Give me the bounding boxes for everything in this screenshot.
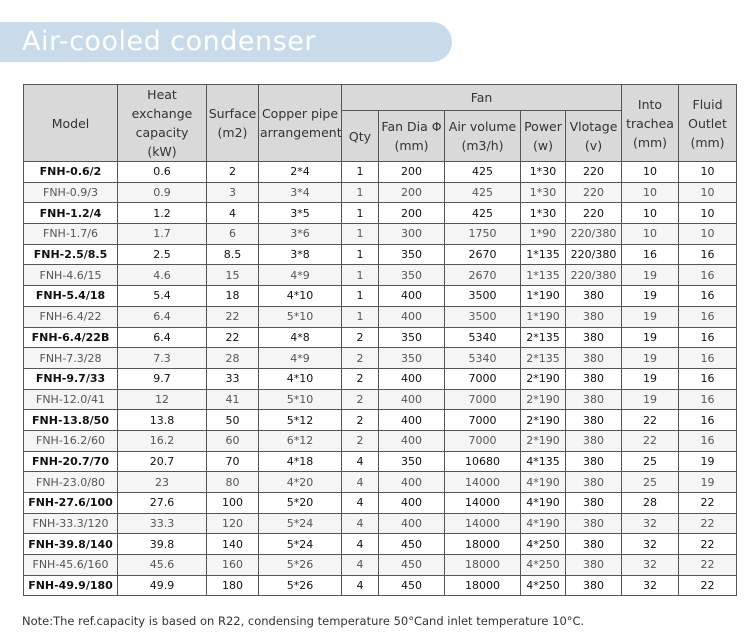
header-model: Model (24, 85, 118, 162)
table-cell: 5*26 (259, 575, 342, 596)
table-row (24, 244, 737, 265)
table-cell: 380 (566, 472, 622, 493)
table-cell: 19 (622, 286, 679, 307)
table-cell: 18 (207, 286, 259, 307)
table-cell: FNH-27.6/100 (24, 493, 118, 514)
table-cell: FNH-20.7/70 (24, 451, 118, 472)
table-cell: FNH-45.6/160 (24, 555, 118, 576)
table-cell: 13.8 (118, 410, 207, 431)
table-cell: 19 (622, 265, 679, 286)
table-cell: 380 (566, 368, 622, 389)
table-cell: 380 (566, 575, 622, 596)
table-cell: 28 (207, 348, 259, 369)
table-cell: 380 (566, 534, 622, 555)
table-cell: 3500 (445, 306, 521, 327)
table-cell: 60 (207, 430, 259, 451)
table-cell: 14000 (445, 513, 521, 534)
table-row (24, 534, 737, 555)
table-cell: 350 (379, 244, 445, 265)
table-cell: 220/380 (566, 244, 622, 265)
table-cell: 400 (379, 430, 445, 451)
table-cell: FNH-16.2/60 (24, 430, 118, 451)
table-cell: 2 (342, 410, 379, 431)
header-surface: Surface (m2) (207, 85, 259, 162)
table-cell: 14000 (445, 472, 521, 493)
table-cell: 400 (379, 286, 445, 307)
table-cell: 4*190 (521, 513, 566, 534)
table-cell: 1*135 (521, 265, 566, 286)
table-cell: 5*12 (259, 410, 342, 431)
table-cell: 4*250 (521, 534, 566, 555)
table-row (24, 389, 737, 410)
table-row (24, 430, 737, 451)
header-fan-dia: Fan Dia Φ (mm) (379, 111, 445, 162)
table-cell: 22 (207, 306, 259, 327)
header-copper-pipe: Copper pipe arrangement (259, 85, 342, 162)
table-cell: 4 (342, 493, 379, 514)
table-cell: 400 (379, 513, 445, 534)
table-cell: 16 (679, 265, 737, 286)
table-cell: 2 (207, 162, 259, 183)
table-cell: 450 (379, 555, 445, 576)
table-cell: 400 (379, 389, 445, 410)
table-cell: 10 (679, 224, 737, 245)
table-cell: 1.7 (118, 224, 207, 245)
table-cell: 1 (342, 162, 379, 183)
table-cell: 380 (566, 513, 622, 534)
table-cell: 4*8 (259, 327, 342, 348)
table-cell: 4*9 (259, 265, 342, 286)
table-row (24, 306, 737, 327)
table-cell: 22 (679, 555, 737, 576)
table-cell: 7000 (445, 389, 521, 410)
header-voltage: Vlotage (v) (566, 111, 622, 162)
table-cell: 3*5 (259, 203, 342, 224)
table-cell: 5*20 (259, 493, 342, 514)
table-cell: 4*20 (259, 472, 342, 493)
table-row (24, 348, 737, 369)
table-cell: 1*135 (521, 244, 566, 265)
table-cell: FNH-0.9/3 (24, 182, 118, 203)
table-cell: 380 (566, 306, 622, 327)
table-cell: 380 (566, 410, 622, 431)
table-cell: 6.4 (118, 306, 207, 327)
table-cell: 220 (566, 203, 622, 224)
table-cell: 2 (342, 368, 379, 389)
table-cell: 4*10 (259, 368, 342, 389)
table-cell: 6 (207, 224, 259, 245)
page-title: Air-cooled condenser (22, 26, 316, 57)
table-cell: 350 (379, 348, 445, 369)
table-cell: 4.6 (118, 265, 207, 286)
table-cell: 16 (679, 306, 737, 327)
table-cell: 350 (379, 265, 445, 286)
table-cell: 2670 (445, 244, 521, 265)
table-cell: 28 (622, 493, 679, 514)
header-air-volume: Air volume (m3/h) (445, 111, 521, 162)
table-row (24, 513, 737, 534)
table-cell: 3*6 (259, 224, 342, 245)
table-cell: 1*190 (521, 306, 566, 327)
table-cell: 7000 (445, 368, 521, 389)
table-row (24, 265, 737, 286)
table-cell: 16 (679, 327, 737, 348)
table-row (24, 203, 737, 224)
table-cell: 7000 (445, 430, 521, 451)
table-cell: FNH-13.8/50 (24, 410, 118, 431)
table-cell: 4 (342, 534, 379, 555)
table-cell: 4*190 (521, 472, 566, 493)
table-cell: 32 (622, 534, 679, 555)
table-cell: 27.6 (118, 493, 207, 514)
table-cell: 10 (679, 182, 737, 203)
table-cell: 16.2 (118, 430, 207, 451)
table-cell: 2*190 (521, 368, 566, 389)
table-cell: 4*18 (259, 451, 342, 472)
table-cell: 425 (445, 182, 521, 203)
table-cell: 22 (679, 575, 737, 596)
table-cell: 1 (342, 244, 379, 265)
table-row (24, 368, 737, 389)
table-cell: 10 (622, 224, 679, 245)
table-cell: 22 (622, 410, 679, 431)
table-cell: 16 (679, 348, 737, 369)
table-row (24, 493, 737, 514)
table-cell: 1*30 (521, 182, 566, 203)
table-cell: 16 (679, 410, 737, 431)
table-cell: 1 (342, 182, 379, 203)
table-cell: 25 (622, 472, 679, 493)
table-cell: 41 (207, 389, 259, 410)
table-cell: 22 (679, 513, 737, 534)
table-cell: 380 (566, 348, 622, 369)
table-cell: FNH-4.6/15 (24, 265, 118, 286)
table-cell: 32 (622, 555, 679, 576)
table-cell: 19 (622, 306, 679, 327)
table-cell: 5.4 (118, 286, 207, 307)
table-cell: 1 (342, 286, 379, 307)
table-cell: 4 (342, 575, 379, 596)
condenser-spec-table (23, 84, 737, 596)
table-cell: 400 (379, 368, 445, 389)
table-cell: FNH-49.9/180 (24, 575, 118, 596)
table-cell: 80 (207, 472, 259, 493)
footnote: Note:The ref.capacity is based on R22, condensing temperature 50°Cand inlet temperature 10°C. (22, 614, 585, 628)
table-cell: 200 (379, 182, 445, 203)
table-cell: 2.5 (118, 244, 207, 265)
table-cell: 380 (566, 451, 622, 472)
table-cell: 380 (566, 389, 622, 410)
table-cell: 4*250 (521, 555, 566, 576)
table-cell: 1*190 (521, 286, 566, 307)
table-cell: 4 (342, 555, 379, 576)
table-cell: 19 (622, 327, 679, 348)
table-cell: 10 (622, 182, 679, 203)
table-cell: 6*12 (259, 430, 342, 451)
table-cell: 2*135 (521, 327, 566, 348)
table-cell: 19 (679, 472, 737, 493)
header-fluid-outlet: Fluid Outlet (mm) (679, 85, 737, 162)
table-cell: 4*135 (521, 451, 566, 472)
table-cell: 16 (679, 430, 737, 451)
table-cell: FNH-23.0/80 (24, 472, 118, 493)
table-cell: 16 (679, 244, 737, 265)
table-cell: 180 (207, 575, 259, 596)
table-cell: 3 (207, 182, 259, 203)
table-cell: 0.9 (118, 182, 207, 203)
table-cell: FNH-9.7/33 (24, 368, 118, 389)
table-row (24, 286, 737, 307)
table-cell: 2670 (445, 265, 521, 286)
table-cell: 16 (679, 389, 737, 410)
table-cell: 4 (342, 513, 379, 534)
table-cell: 400 (379, 410, 445, 431)
table-cell: 220 (566, 162, 622, 183)
table-cell: 4 (342, 451, 379, 472)
header-fan: Fan (342, 85, 622, 111)
table-cell: 18000 (445, 534, 521, 555)
table-cell: 23 (118, 472, 207, 493)
table-cell: 380 (566, 286, 622, 307)
table-cell: 32 (622, 513, 679, 534)
table-row (24, 451, 737, 472)
table-cell: 200 (379, 162, 445, 183)
table-cell: 22 (679, 493, 737, 514)
table-cell: 450 (379, 575, 445, 596)
table-cell: 2 (342, 389, 379, 410)
table-cell: 140 (207, 534, 259, 555)
table-cell: 400 (379, 493, 445, 514)
table-cell: 3*4 (259, 182, 342, 203)
table-cell: 100 (207, 493, 259, 514)
table-cell: 19 (622, 368, 679, 389)
table-cell: 49.9 (118, 575, 207, 596)
table-cell: 15 (207, 265, 259, 286)
table-cell: 33 (207, 368, 259, 389)
table-cell: 3*8 (259, 244, 342, 265)
header-heat-capacity: Heat exchange capacity (kW) (118, 85, 207, 162)
table-cell: 8.5 (207, 244, 259, 265)
table-cell: 220/380 (566, 224, 622, 245)
header-power: Power (w) (521, 111, 566, 162)
table-cell: 380 (566, 493, 622, 514)
table-cell: 200 (379, 203, 445, 224)
table-cell: 350 (379, 451, 445, 472)
table-cell: 220/380 (566, 265, 622, 286)
table-cell: FNH-1.7/6 (24, 224, 118, 245)
table-cell: 1 (342, 265, 379, 286)
table-cell: 9.7 (118, 368, 207, 389)
table-cell: 33.3 (118, 513, 207, 534)
table-cell: 50 (207, 410, 259, 431)
table-cell: 5*10 (259, 389, 342, 410)
table-cell: 22 (207, 327, 259, 348)
table-cell: 2*135 (521, 348, 566, 369)
table-cell: 4*9 (259, 348, 342, 369)
table-cell: FNH-6.4/22B (24, 327, 118, 348)
table-cell: 4 (207, 203, 259, 224)
table-row (24, 162, 737, 183)
title-banner (0, 22, 452, 62)
table-cell: 400 (379, 306, 445, 327)
table-row (24, 410, 737, 431)
table-cell: 32 (622, 575, 679, 596)
table-cell: 2 (342, 327, 379, 348)
table-cell: 16 (679, 368, 737, 389)
table-cell: 10 (679, 162, 737, 183)
table-body (24, 162, 737, 596)
table-cell: 2*4 (259, 162, 342, 183)
table-cell: 14000 (445, 493, 521, 514)
table-cell: 1*30 (521, 203, 566, 224)
table-cell: 220 (566, 182, 622, 203)
table-cell: 19 (622, 348, 679, 369)
table-cell: FNH-39.8/140 (24, 534, 118, 555)
table-cell: 10 (622, 203, 679, 224)
table-cell: 16 (679, 286, 737, 307)
table-cell: 6.4 (118, 327, 207, 348)
table-cell: 5*10 (259, 306, 342, 327)
table-cell: 1750 (445, 224, 521, 245)
table-cell: 18000 (445, 555, 521, 576)
table-cell: 350 (379, 327, 445, 348)
table-cell: 22 (679, 534, 737, 555)
table-cell: 4*190 (521, 493, 566, 514)
table-cell: FNH-7.3/28 (24, 348, 118, 369)
header-qty: Qty (342, 111, 379, 162)
table-cell: FNH-1.2/4 (24, 203, 118, 224)
table-cell: 1 (342, 306, 379, 327)
table-cell: 2 (342, 430, 379, 451)
table-cell: 5*24 (259, 513, 342, 534)
table-cell: 4 (342, 472, 379, 493)
table-cell: 3500 (445, 286, 521, 307)
table-row (24, 555, 737, 576)
header-into-trachea: Into trachea (mm) (622, 85, 679, 162)
table-row (24, 472, 737, 493)
table-cell: FNH-2.5/8.5 (24, 244, 118, 265)
table-cell: 25 (622, 451, 679, 472)
table-cell: 1 (342, 224, 379, 245)
table-cell: 450 (379, 534, 445, 555)
table-cell: FNH-6.4/22 (24, 306, 118, 327)
table-cell: 70 (207, 451, 259, 472)
table-cell: FNH-5.4/18 (24, 286, 118, 307)
table-cell: 2*190 (521, 430, 566, 451)
table-cell: 0.6 (118, 162, 207, 183)
table-cell: FNH-0.6/2 (24, 162, 118, 183)
table-cell: 400 (379, 472, 445, 493)
table-row (24, 575, 737, 596)
table-cell: FNH-12.0/41 (24, 389, 118, 410)
table-cell: 10680 (445, 451, 521, 472)
table-cell: 380 (566, 430, 622, 451)
table-cell: 4*250 (521, 575, 566, 596)
table-cell: 22 (622, 430, 679, 451)
table-cell: 425 (445, 203, 521, 224)
table-cell: 18000 (445, 575, 521, 596)
table-cell: FNH-33.3/120 (24, 513, 118, 534)
table-cell: 2*190 (521, 389, 566, 410)
table-cell: 380 (566, 555, 622, 576)
table-cell: 160 (207, 555, 259, 576)
table-cell: 425 (445, 162, 521, 183)
table-cell: 1*30 (521, 162, 566, 183)
table-cell: 2*190 (521, 410, 566, 431)
table-cell: 7.3 (118, 348, 207, 369)
table-row (24, 327, 737, 348)
table-cell: 380 (566, 327, 622, 348)
table-cell: 1 (342, 203, 379, 224)
table-cell: 19 (679, 451, 737, 472)
table-cell: 39.8 (118, 534, 207, 555)
table-cell: 300 (379, 224, 445, 245)
table-cell: 1*90 (521, 224, 566, 245)
table-cell: 2 (342, 348, 379, 369)
table-cell: 19 (622, 389, 679, 410)
table-cell: 45.6 (118, 555, 207, 576)
table-row (24, 224, 737, 245)
table-cell: 10 (679, 203, 737, 224)
table-cell: 10 (622, 162, 679, 183)
table-cell: 20.7 (118, 451, 207, 472)
table-cell: 7000 (445, 410, 521, 431)
table-cell: 5*24 (259, 534, 342, 555)
table-cell: 5340 (445, 327, 521, 348)
table-cell: 16 (622, 244, 679, 265)
table-cell: 4*10 (259, 286, 342, 307)
table-cell: 120 (207, 513, 259, 534)
table-cell: 5*26 (259, 555, 342, 576)
table-cell: 1.2 (118, 203, 207, 224)
table-cell: 12 (118, 389, 207, 410)
table-row (24, 182, 737, 203)
table-cell: 5340 (445, 348, 521, 369)
